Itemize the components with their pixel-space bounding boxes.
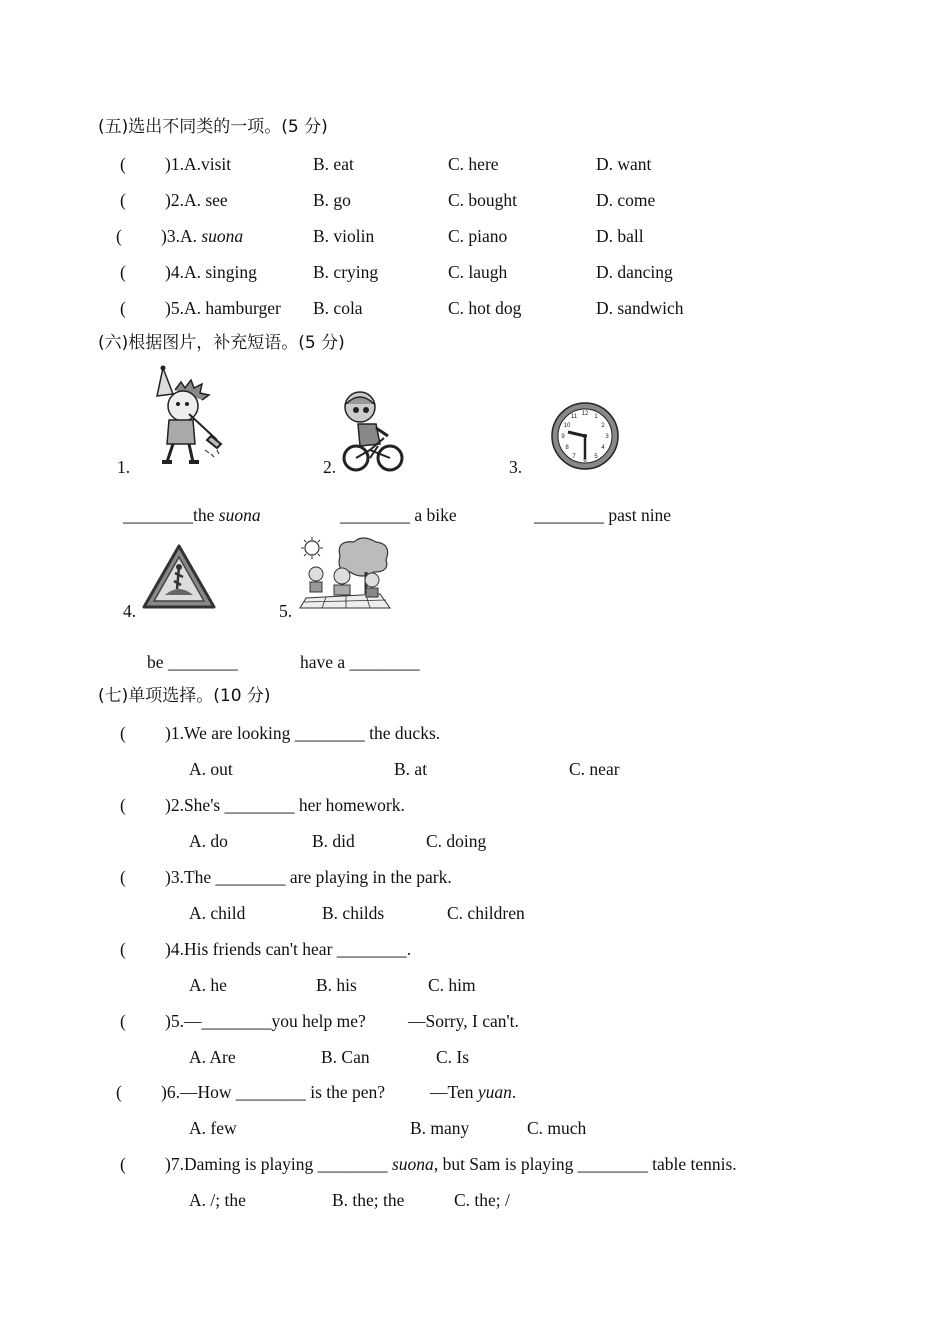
option-d: D. dancing xyxy=(596,262,673,282)
option-c: C. here xyxy=(448,154,499,174)
option-c: C. him xyxy=(428,975,476,995)
answer-paren: ( xyxy=(120,262,126,282)
option-a: A. do xyxy=(189,831,228,851)
answer-paren: ( xyxy=(116,226,122,246)
picture-number: 3. xyxy=(509,457,523,477)
option-d: D. want xyxy=(596,154,652,174)
svg-text:9: 9 xyxy=(561,434,565,440)
q7-stem: )7.Daming is playing ________ suona, but Sam is playing ________ table tennis. xyxy=(165,1154,737,1174)
option-a: A. /; the xyxy=(189,1190,246,1210)
section6-heading: (六)根据图片，补充短语。(5 分) xyxy=(98,333,345,353)
s5-q3-stem: )3.A. suona xyxy=(161,226,244,246)
option-b: B. childs xyxy=(322,903,385,923)
boy-playing-suona-icon xyxy=(145,364,223,466)
phrase-1: ________the suona xyxy=(123,505,261,525)
option-c: C. much xyxy=(527,1118,587,1138)
option-d: D. sandwich xyxy=(596,298,684,318)
option-c: C. hot dog xyxy=(448,298,522,318)
option-a: A. Are xyxy=(189,1047,236,1067)
svg-text:8: 8 xyxy=(565,445,569,451)
q2-stem: )2.She's ________ her homework. xyxy=(165,795,405,815)
answer-paren: ( xyxy=(120,939,126,959)
svg-text:7: 7 xyxy=(572,454,576,460)
option-b: B. the; the xyxy=(332,1190,405,1210)
picnic-scene-icon xyxy=(296,536,394,610)
picture-number: 5. xyxy=(279,601,293,621)
option-a: A. few xyxy=(189,1118,237,1138)
option-b: B. Can xyxy=(321,1047,370,1067)
picture-number: 4. xyxy=(123,601,137,621)
option-d: D. ball xyxy=(596,226,644,246)
phrase-5: have a ________ xyxy=(300,652,420,672)
section5-heading: (五)选出不同类的一项。(5 分) xyxy=(98,117,328,137)
option-c: C. near xyxy=(569,759,620,779)
option-a: A. child xyxy=(189,903,246,923)
option-c: C. children xyxy=(447,903,525,923)
svg-text:6: 6 xyxy=(583,458,587,464)
option-b: B. did xyxy=(312,831,355,851)
svg-text:3: 3 xyxy=(605,434,609,440)
svg-text:2: 2 xyxy=(601,423,605,429)
option-d: D. come xyxy=(596,190,656,210)
svg-text:4: 4 xyxy=(601,445,605,451)
child-riding-bike-icon xyxy=(340,390,406,474)
option-b: B. cola xyxy=(313,298,363,318)
q6-reply: —Ten yuan. xyxy=(430,1082,517,1102)
svg-text:10: 10 xyxy=(563,423,571,429)
answer-paren: ( xyxy=(120,795,126,815)
option-a: A. out xyxy=(189,759,233,779)
option-b: B. at xyxy=(394,759,428,779)
s5-q1-stem: )1.A.visit xyxy=(165,154,232,174)
q5-reply: —Sorry, I can't. xyxy=(408,1011,519,1031)
option-c: C. piano xyxy=(448,226,508,246)
q1-stem: )1.We are looking ________ the ducks. xyxy=(165,723,441,743)
answer-paren: ( xyxy=(120,867,126,887)
picture-number: 1. xyxy=(117,457,131,477)
answer-paren: ( xyxy=(120,723,126,743)
option-a: A. he xyxy=(189,975,227,995)
phrase-3: ________ past nine xyxy=(534,505,672,525)
s5-q4-stem: )4.A. singing xyxy=(165,262,257,282)
option-b: B. eat xyxy=(313,154,354,174)
option-c: C. bought xyxy=(448,190,518,210)
svg-text:5: 5 xyxy=(594,454,598,460)
q4-stem: )4.His friends can't hear ________. xyxy=(165,939,412,959)
s5-q5-stem: )5.A. hamburger xyxy=(165,298,281,318)
phrase-4: be ________ xyxy=(147,652,238,672)
answer-paren: ( xyxy=(120,154,126,174)
s5-q2-stem: )2.A. see xyxy=(165,190,228,210)
phrase-2: ________ a bike xyxy=(340,505,457,525)
q5-stem: )5.—________you help me? xyxy=(165,1011,366,1031)
option-b: B. crying xyxy=(313,262,379,282)
svg-text:11: 11 xyxy=(570,414,578,420)
warning-sign-icon xyxy=(141,543,217,611)
answer-paren: ( xyxy=(120,1154,126,1174)
option-c: C. laugh xyxy=(448,262,508,282)
option-b: B. many xyxy=(410,1118,470,1138)
q3-stem: )3.The ________ are playing in the park. xyxy=(165,867,452,887)
section7-heading: (七)单项选择。(10 分) xyxy=(98,686,271,706)
q6-stem: )6.—How ________ is the pen? xyxy=(161,1082,386,1102)
clock-icon xyxy=(550,401,620,471)
option-b: B. his xyxy=(316,975,357,995)
answer-paren: ( xyxy=(120,1011,126,1031)
answer-paren: ( xyxy=(120,298,126,318)
answer-paren: ( xyxy=(116,1082,122,1102)
answer-paren: ( xyxy=(120,190,126,210)
option-c: C. the; / xyxy=(454,1190,510,1210)
svg-text:1: 1 xyxy=(594,414,598,420)
option-b: B. violin xyxy=(313,226,375,246)
picture-number: 2. xyxy=(323,457,337,477)
option-b: B. go xyxy=(313,190,351,210)
option-c: C. doing xyxy=(426,831,487,851)
option-c: C. Is xyxy=(436,1047,470,1067)
svg-text:12: 12 xyxy=(581,411,589,417)
